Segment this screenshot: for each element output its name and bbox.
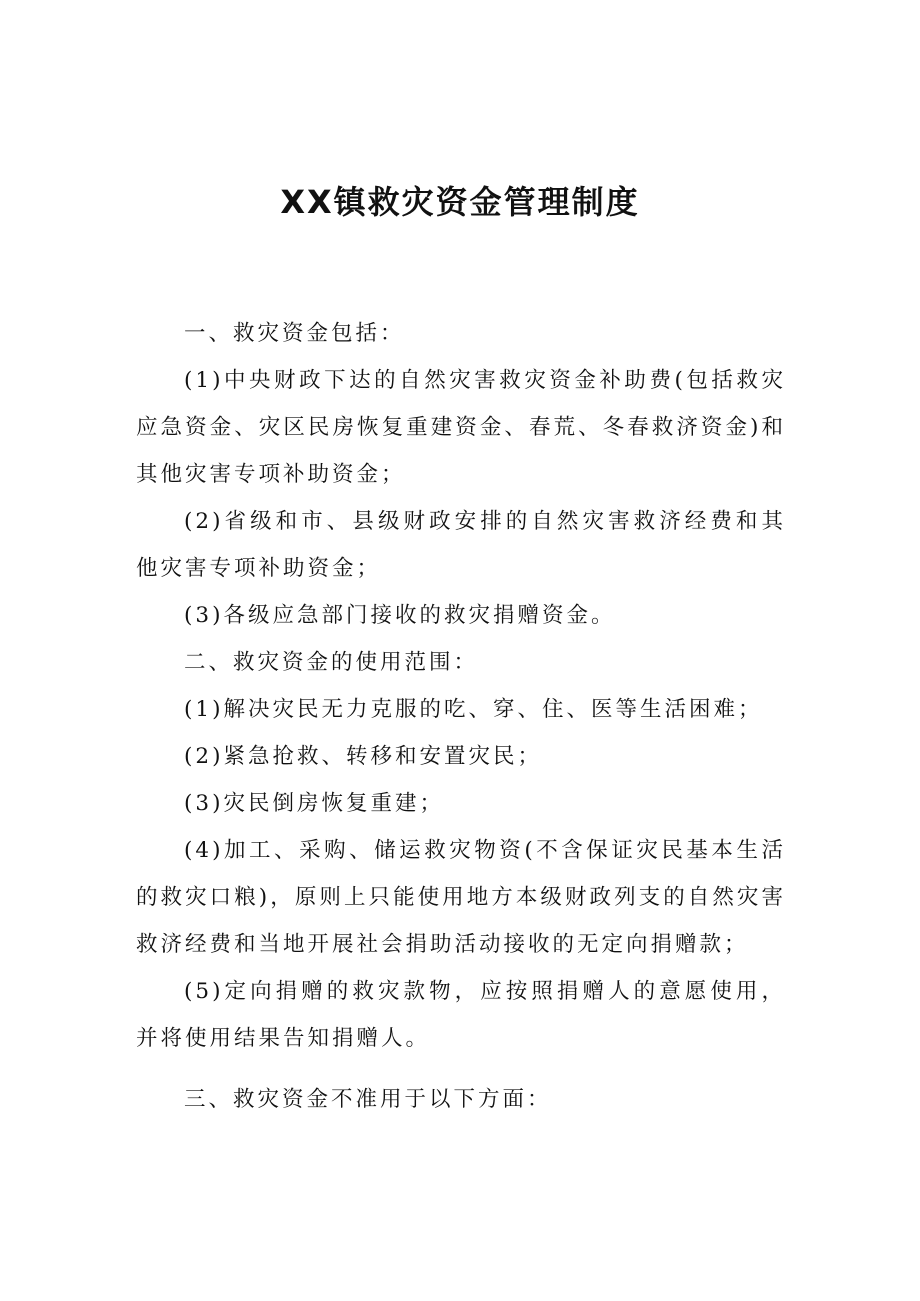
paragraph-item-1-3: (3)各级应急部门接收的救灾捐赠资金。 <box>184 603 616 628</box>
paragraph-item-1-1: (1)中央财政下达的自然灾害救灾资金补助费(包括救灾应急资金、灾区民房恢复重建资金、春荒、冬春救济资金)和其他灾害专项补助资金； <box>136 368 786 487</box>
section-heading-2: 二、救灾资金的使用范围： <box>184 650 479 675</box>
paragraph-item-2-3: (3)灾民倒房恢复重建； <box>184 791 444 816</box>
section-heading-1: 一、救灾资金包括： <box>184 321 405 346</box>
paragraph-item-2-4: (4)加工、采购、储运救灾物资(不含保证灾民基本生活的救灾口粮)，原则上只能使用地方本级财政列支的自然灾害救济经费和当地开展社会捐助活动接收的无定向捐赠款； <box>136 838 786 957</box>
section-heading-3: 三、救灾资金不准用于以下方面： <box>184 1087 552 1112</box>
document-title: XX镇救灾资金管理制度 <box>280 183 640 221</box>
paragraph-item-2-2: (2)紧急抢救、转移和安置灾民； <box>184 744 542 769</box>
paragraph-item-2-1: (1)解决灾民无力克服的吃、穿、住、医等生活困难； <box>184 697 763 722</box>
document-body <box>136 310 786 1123</box>
paragraph-item-1-2: (2)省级和市、县级财政安排的自然灾害救济经费和其他灾害专项补助资金； <box>136 509 786 581</box>
paragraph-item-2-5: (5)定向捐赠的救灾款物，应按照捐赠人的意愿使用，并将使用结果告知捐赠人。 <box>136 979 786 1051</box>
